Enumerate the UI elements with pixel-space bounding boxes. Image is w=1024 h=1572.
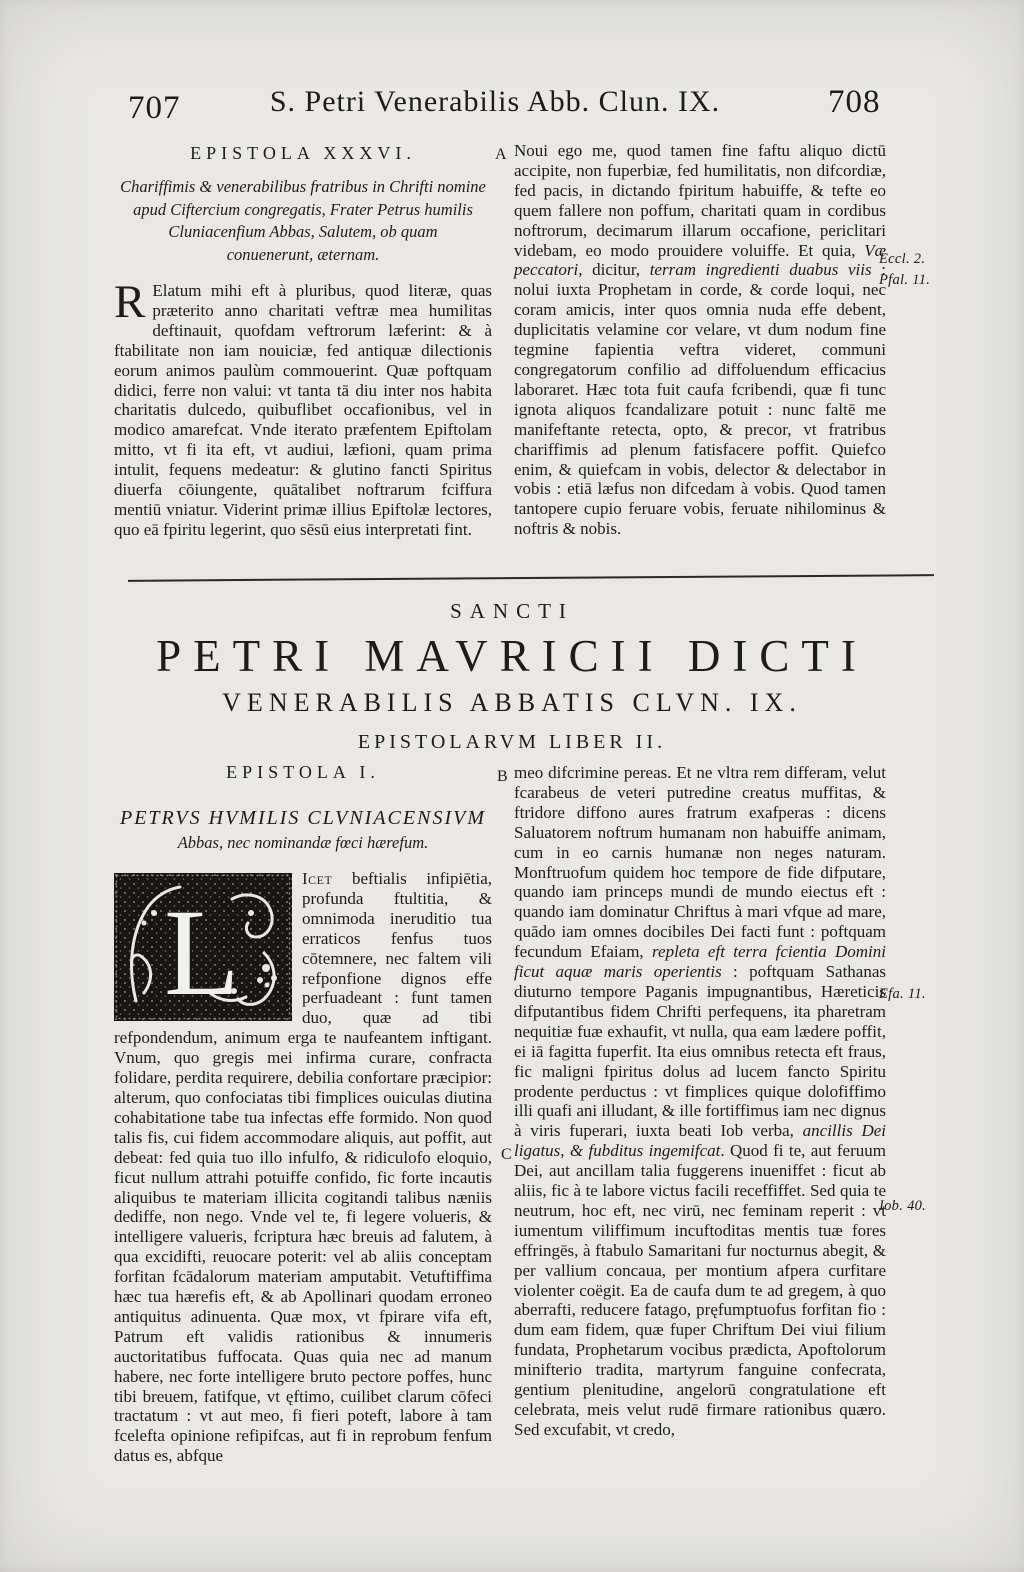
folio-number-right: 708 (828, 84, 881, 120)
initial-letter-L: L (164, 884, 240, 1021)
epistola-36-body (114, 276, 492, 540)
epistola-1-subtitle: PETRVS HVMILIS CLVNIACENSIVM (120, 807, 486, 829)
epistola-1-column (114, 762, 492, 1466)
epistola-1-text: beftialis infipiētia, profunda ftultitia, & omnimoda ineruditio tua erraticos fenfus tuos cōtemnere, nec faltem vili refponfione dignos effe perfuadeant : funt tamen duo, quæ ad tibi refpondendum, animum erga te naufeantem inftigant. Vnum, quo gregis mei infirma curare, confracta folidare, perdita requirere, debilia confortare præcipior: alterum, quo confociatas tibi fimplices ouiculas diutina cohabitatione tabe tua infectas effe formido. Non quod talis fis, cui fidem accommodare aliquis, aut poffit, aut debeat: fed quia tuo illo infulfo, & ridiculofo eloquio, ficut nullum attrahi potuiffe confido, fic forte incautis aliquibus te materiam illicita cogitandi talibus næniis dediffe, non nego. Vnde vel te, fi legere volueris, & intelligere valueris, fcriptura hæc breuis ad falutem, à qua excidifti, reuocare poterit: vel ab aliis conceptam forfitan fcādalorum materiam amputabit. Vetuftiffima hæc tua hærefis eft, & ab Apollinari quodam erroneo antiquitus adinuenta. Quæ mox, vt fpirare vifa eft, Patrum eft validis rationibus & innumeris auctoritatibus fuffocata. Quas quia nec ad manum habere, nec forte intelligere bruto pectore poffes, hunc tibi breuem, fatifque, vt ęftimo, cuilibet clarum cōfeci tractatum : vt aut meo, fi fieri poteft, labore à tam fcelefta opinione refipifcas, aut fi in reprobum fenfum datus es, abfque (114, 869, 492, 1466)
column-a-quote-1: Væ peccatori (514, 240, 886, 280)
dropcap-letter-R: R (114, 276, 146, 328)
epistola-1-lead-word: Icet (302, 869, 333, 888)
column-b-seg-2: : poftquam Sathanas diuturno tempore Paganis impugnantibus, Hæreticis difputantibus fidem Chrifti perfequens, ita pharetram nequitiæ fuæ exhaufit, vt nulla, qua eam lædere poffit, ei iā fagitta fuperfit. Ita eius omnibus retecta eft fraus, fic maligni fpiritus dolus ad lucem fancto Spiritu prodente perductus : vt fimplices quique dolofiffimo illi quafi ani illudant, & ille fortiffimus iam nec dignus à viris fuperari, iuxta beati Iob verba, (514, 962, 886, 1141)
epistola-36-text: Elatum mihi eft à pluribus, quod literæ, quas præterito anno charitati veftræ mea humilitas deftinauit, quofdam veftrorum læferint: & à ftabilitate non iam nouiciæ, fed antiquæ dilectionis eorum animos paulùm commouerint. Quæ poftquam didici, ferre non valui: vt tanta tā diu inter nos habita charitatis dulcedo, quibuflibet occafionibus, vel in modico amarefcat. Vnde iterato præfentem Epiftolam mitto, vt fi ita eft, vt audiui, læfioni, quam prima intulit, fequens medeatur: & glutino fancti Spiritus diuerfa cōiungente, quātalibet noftrarum fciffura mentiū vniatur. Viderint primæ illius Epiftolæ lectores, quo eā fpiritu legerint, quo sēsū eius interpretati fint. (114, 281, 492, 539)
margin-note-pfal: Pfal. 11. (879, 272, 931, 288)
column-b-seg-3: . Quod fi te, aut feruum Dei, aut ancillam talia fuggerens inueniffet : ficut ab aliis, fic à te labore victus facili receffiffet. Sed quia te neutrum, hoc eft, nec virū, nec feminam reperit : vt iumentum viliffimum incuftoditas mentis tuæ fores effringēs, à ftabulo Samaritani fur nocturnus abegit, & per vallium concaua, per montium afpera curfitare violenter coëgit. Ea de caufa dum te ad gregem, à quo aberrafti, reducere fatago, pręfumptuofus forfitan fio : dum eam fidem, quæ fuper Chriftum Dei viui filium fundata, Prophetarum vocibus prædicta, Apoftolorum minifterio tradita, martyrum fanguine confecrata, gentium plenitudine, angelorū congratulatione eft celebrata, meis velut rudē firmare rationibus quæro. Sed excufabit, vt credo, (514, 1141, 886, 1439)
epistola-36-right-column (514, 141, 886, 539)
salutation-line-4: conuenerunt, æternam. (226, 244, 380, 264)
epistola-36-salutation (114, 176, 492, 266)
margin-note-eccl: Eccl. 2. (879, 251, 926, 267)
column-marker-a: A (495, 146, 507, 163)
column-b-text (514, 763, 886, 1440)
woodcut-initial-graphic (114, 873, 292, 1021)
section-title (0, 599, 1024, 754)
column-a-seg-1: Noui ego me, quod tamen fine faftu aliquo dictū accipite, non fuperbiæ, fed humilitatis, non difcordiæ, fed pacis, in dictando fpiritum habuiffe, & tefte eo quem fallere non poffum, charitati quam in cordibus noftrorum, decimarum illarum occafione, periclitari videbam, eo modo prouidere voluiffe. Et quia, (514, 141, 886, 260)
section-title-epistolarvm: EPISTOLARVM LIBER II. (357, 731, 667, 753)
margin-note-efa: Efa. 11. (879, 986, 926, 1002)
epistola-1-body (114, 869, 492, 1466)
epistola-36-column (114, 143, 492, 540)
ornate-initial-L (114, 873, 292, 1021)
salutation-line-1: Chariffimis & venerabilibus fratribus in Chrifti nomine (120, 177, 486, 196)
column-marker-c: C (501, 1146, 512, 1163)
column-a-seg-2: , dicitur, (578, 260, 650, 280)
section-title-petri-mavricii: PETRI MAVRICII DICTI (156, 631, 868, 681)
margin-note-iob: Iob. 40. (879, 1198, 927, 1214)
epistola-1-heading: EPISTOLA I. (226, 762, 380, 782)
column-a-quote-2: terram ingredienti duabus viis (649, 260, 872, 280)
running-title: S. Petri Venerabilis Abb. Clun. IX. (269, 85, 721, 118)
salutation-line-3: Cluniacenfium Abbas, Salutem, ob quam (168, 222, 438, 241)
column-a-seg-3: : nolui iuxta Prophetam in corde, & corde loqui, nec coram amicis, inter quos omnia nuda effe debent, duplicitatis velamine cor velare, vt dum nodum fine tegmine fapientia veftra videret, communi congregatorum confilio ad diffoluendum efficacius laboraret. Hæc tota fuit caufa fcribendi, quæ fi tunc ignota aliquos fcandalizare potuit : nunc faltē me manifeftante retecta, opto, & precor, vt fratribus chariffimis ad plenum fatisfacere poffit. Quiefco enim, & quiefcam in vobis, delector & delectabor in vobis : etiā læfus non difcedam à vobis. Quod tamen tantopere cupio feruare vobis, feruate nihilominus & noftris & nobis. (514, 260, 886, 539)
column-a-text (514, 141, 886, 539)
section-divider-rule (128, 574, 934, 582)
column-b-quote-1: repleta eft terra fcientia Domini ficut aquæ maris operientis (514, 942, 887, 982)
column-b-seg-1: meo difcrimine pereas. Et ne vltra rem differam, velut fcarabeus de veteri putredine creatus muffitas, & ftridore diffono aures fratrum exafperas : dicens Saluatorem noftrum humanam non habuiffe animam, cum in eo carnis humanæ non neges naturam. Monftruofum quidem hoc tempore de fide difputare, quando iam princeps mundi de mundo eiectus eft : quando iam dominatur Chriftus à mari vfque ad mare, quādo iam omnes docibiles Dei facti funt : poftquam fecundum Efaiam, (514, 763, 886, 962)
folio-number-left: 707 (128, 90, 181, 126)
section-title-sancti: SANCTI (450, 599, 574, 623)
column-marker-b: B (497, 768, 508, 785)
section-title-venerabilis: VENERABILIS ABBATIS CLVN. IX. (222, 688, 802, 717)
epistola-1-right-column (514, 763, 886, 1440)
salutation-line-2: apud Ciftercium congregatis, Frater Petrus humilis (133, 199, 473, 219)
epistola-1-subtitle-2: Abbas, nec nominandæ fœci hærefum. (177, 833, 429, 852)
epistola-36-heading: EPISTOLA XXXVI. (190, 143, 416, 163)
column-b-quote-2: ancillis Dei ligatus, & fubditus ingemifcat (514, 1121, 886, 1161)
